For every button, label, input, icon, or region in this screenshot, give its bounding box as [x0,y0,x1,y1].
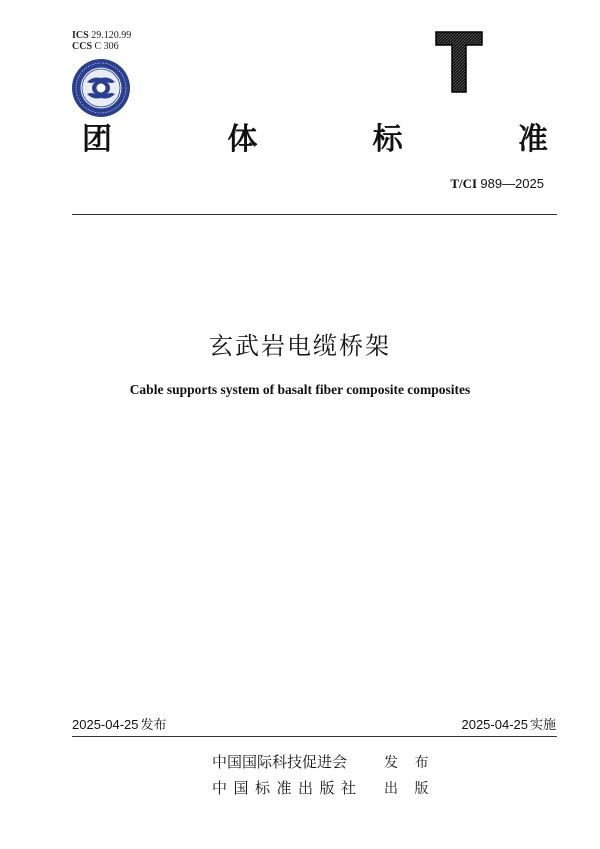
standard-type-heading [82,118,548,157]
implement-date [461,714,556,733]
implement-date-value: 2025-04-25 [461,717,528,732]
footer-divider [72,736,557,737]
publisher-name: 中国国际科技促进会 [212,753,348,771]
ccs-code: CCS C 306 [72,41,119,52]
implement-label: 实施 [529,718,556,733]
category-letter-text [484,30,485,31]
ics-code: ICS 29.120.99 [72,30,132,41]
publish-date [72,714,167,733]
publisher-action: 发 布 [384,755,435,771]
header-divider [72,214,557,215]
printer-action: 出 版 [384,781,435,797]
publish-date-value: 2025-04-25 [72,717,139,732]
printer-name: 中国标准出版社 [212,779,363,797]
standard-type-char: 标 [372,122,403,157]
standard-number [450,176,544,192]
classification-codes [72,30,131,52]
standard-type-char: 体 [227,122,258,157]
standard-code: T/CI [450,176,478,191]
document-title: 玄武岩电缆桥架 [209,332,391,360]
standard-type-char: 准 [517,122,548,157]
publish-label: 发布 [140,718,167,733]
seal-icon [71,58,131,118]
standard-type-char: 团 [82,122,112,157]
association-seal-logo [71,58,131,118]
standard-category-letter [434,30,484,94]
document-english-title: Cable supports system of basalt fiber composite composites [129,382,471,397]
standard-number-value: 989—2025 [480,176,544,191]
t-letter-icon [434,30,484,94]
